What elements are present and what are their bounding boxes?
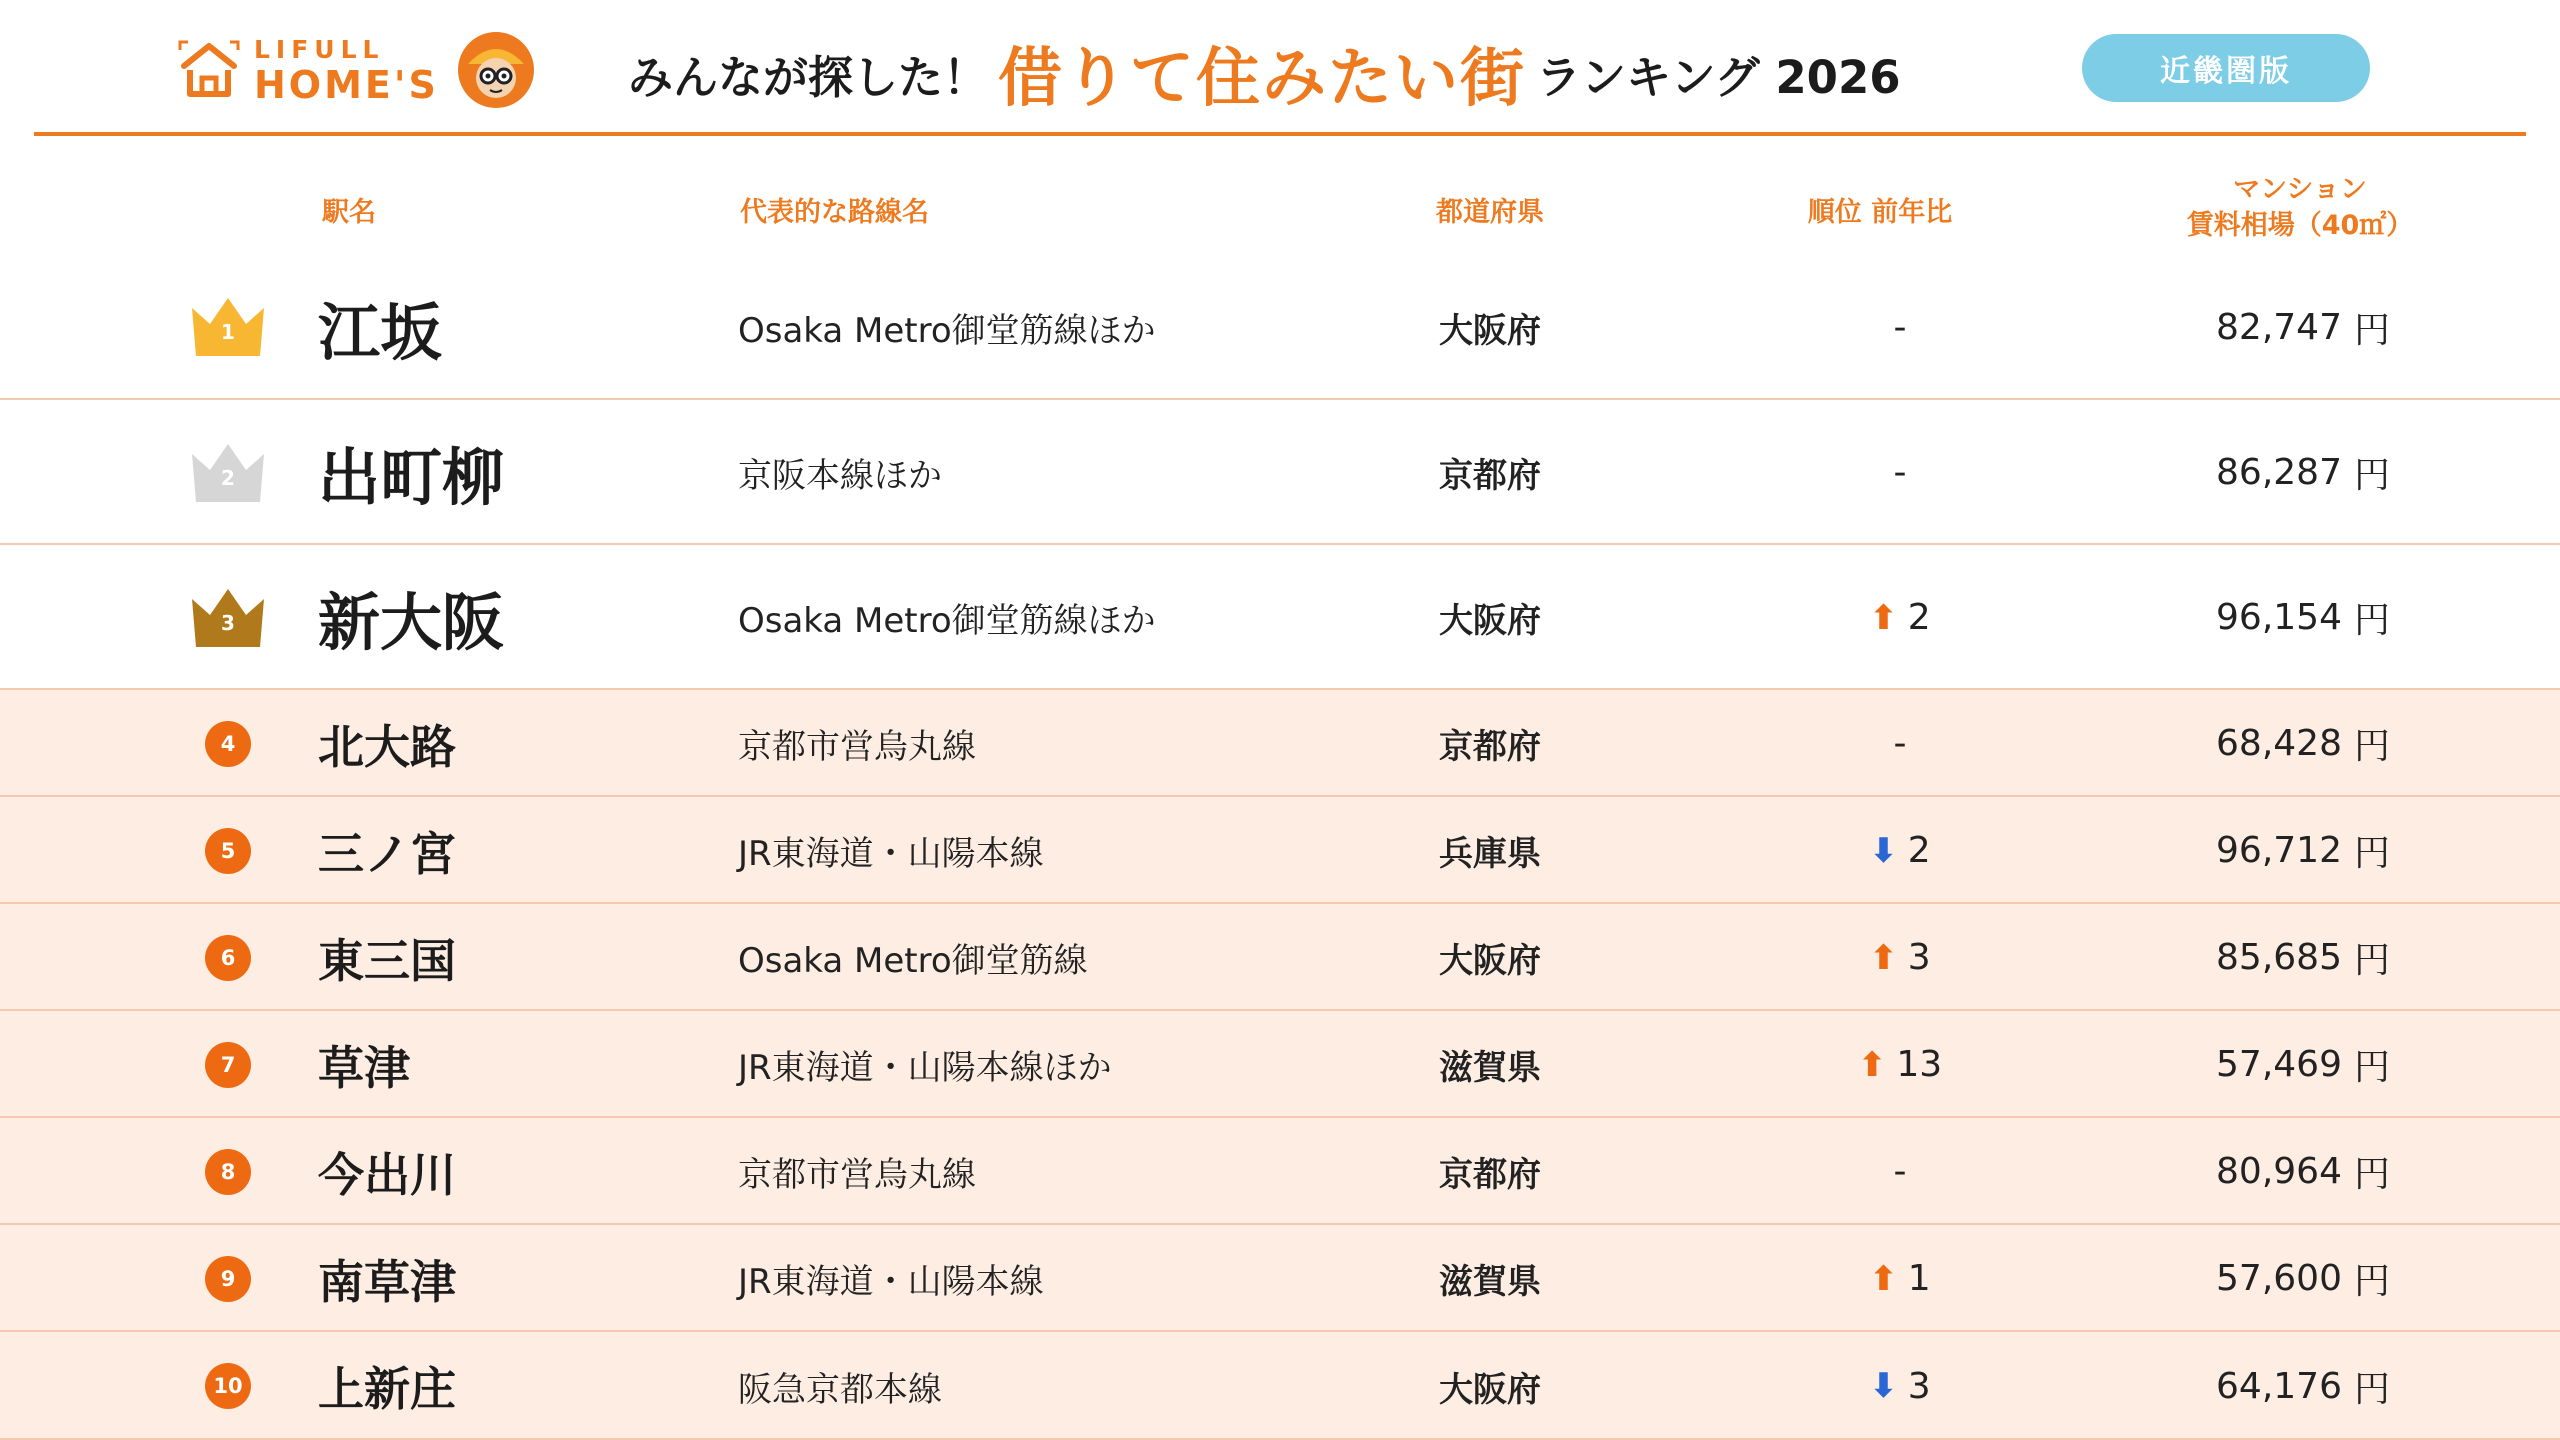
- rank-cell: [170, 1225, 286, 1332]
- rank-number: 8: [205, 1149, 251, 1195]
- line-name: Osaka Metro御堂筋線ほか: [738, 310, 1156, 351]
- rent-unit: 円: [2353, 1047, 2390, 1088]
- column-header-line: 代表的な路線名: [740, 197, 929, 228]
- rank-number: 4: [205, 721, 251, 767]
- station-name: 南草津: [318, 1254, 456, 1309]
- rank-number: 5: [205, 828, 251, 874]
- logo-big-text: HOME'S: [254, 62, 439, 107]
- column-header-rent-line2: 賃料相場（40㎡）: [2186, 210, 2414, 241]
- rank-cell: [170, 1011, 286, 1118]
- prefecture: 大阪府: [1439, 601, 1541, 641]
- line-name: JR東海道・山陽本線ほか: [738, 1048, 1112, 1088]
- arrow-up-icon: ⬆: [1869, 597, 1898, 638]
- rent-price: [2140, 400, 2390, 545]
- rank-change-value: -: [1893, 452, 1907, 493]
- table-row[interactable]: [0, 690, 2560, 797]
- prefecture: 兵庫県: [1439, 834, 1541, 874]
- rank-change: [1820, 545, 1980, 690]
- rent-value: 68,428: [2216, 723, 2342, 764]
- rent-value: 57,600: [2216, 1258, 2342, 1299]
- column-header-prefecture: 都道府県: [1436, 197, 1544, 228]
- arrow-up-icon: ⬆: [1869, 937, 1898, 978]
- rank-number: 6: [205, 935, 251, 981]
- column-header-rent-line1: マンション: [2233, 174, 2367, 205]
- page-title: [628, 28, 1901, 118]
- arrow-down-icon: ⬇: [1869, 830, 1898, 871]
- table-row[interactable]: [0, 1225, 2560, 1332]
- mascot-icon: [456, 30, 536, 110]
- table-row[interactable]: [0, 904, 2560, 1011]
- rent-price: [2140, 254, 2390, 400]
- rank-change: [1820, 1118, 1980, 1225]
- rent-price: [2140, 1332, 2390, 1440]
- rent-value: 82,747: [2216, 306, 2342, 348]
- rank-change: [1820, 690, 1980, 797]
- rank-change: [1820, 1332, 1980, 1440]
- header: [0, 0, 2560, 136]
- rank-cell: [170, 545, 286, 690]
- rank-change: [1820, 1225, 1980, 1332]
- prefecture: 京都府: [1439, 456, 1541, 496]
- rent-unit: 円: [2353, 726, 2390, 767]
- rank-change-value: 13: [1896, 1044, 1943, 1085]
- rent-unit: 円: [2353, 1368, 2390, 1410]
- line-name: 京都市営烏丸線: [738, 727, 976, 767]
- rent-value: 85,685: [2216, 937, 2342, 978]
- rank-cell: [170, 690, 286, 797]
- rent-price: [2140, 797, 2390, 904]
- column-header-rent: [2160, 172, 2440, 244]
- rent-price: [2140, 1011, 2390, 1118]
- rank-number: 1: [221, 320, 235, 344]
- rank-number: 2: [221, 465, 235, 490]
- table-row[interactable]: [0, 1332, 2560, 1440]
- column-header-station: 駅名: [322, 197, 376, 228]
- line-name: Osaka Metro御堂筋線: [738, 941, 1088, 981]
- line-name: JR東海道・山陽本線: [738, 834, 1044, 874]
- rent-price: [2140, 1118, 2390, 1225]
- station-name: 三ノ宮: [318, 826, 456, 881]
- column-header-change: 順位 前年比: [1807, 197, 1953, 228]
- table-row[interactable]: [0, 1118, 2560, 1225]
- line-name: JR東海道・山陽本線: [738, 1262, 1044, 1302]
- rank-cell: [170, 1118, 286, 1225]
- rank-cell: [170, 1332, 286, 1440]
- rank-number: 7: [205, 1042, 251, 1088]
- rank-cell: [170, 797, 286, 904]
- lifull-homes-logo[interactable]: [178, 30, 439, 110]
- header-divider: [34, 132, 2526, 136]
- table-row[interactable]: [0, 400, 2560, 545]
- rank-change-value: -: [1893, 306, 1907, 348]
- rent-unit: 円: [2353, 1154, 2390, 1195]
- logo-small-text: LIFULL: [254, 34, 385, 64]
- table-row[interactable]: [0, 797, 2560, 904]
- prefecture: 滋賀県: [1439, 1048, 1541, 1088]
- line-name: 京阪本線ほか: [738, 456, 942, 496]
- rent-value: 86,287: [2216, 452, 2342, 493]
- rent-price: [2140, 904, 2390, 1011]
- rank-change-value: 1: [1907, 1258, 1931, 1299]
- rank-change-value: -: [1893, 1151, 1907, 1192]
- station-name: 上新庄: [318, 1362, 456, 1416]
- rank-change-value: 3: [1907, 1365, 1931, 1407]
- table-row[interactable]: [0, 254, 2560, 400]
- prefecture: 京都府: [1439, 727, 1541, 767]
- rent-price: [2140, 1225, 2390, 1332]
- line-name: Osaka Metro御堂筋線ほか: [738, 601, 1156, 641]
- crown-icon: [188, 585, 268, 651]
- house-icon: [178, 40, 240, 100]
- crown-icon: [188, 440, 268, 506]
- arrow-down-icon: ⬇: [1869, 1366, 1898, 1406]
- line-name: 京都市営烏丸線: [738, 1155, 976, 1195]
- prefecture: 大阪府: [1439, 310, 1541, 351]
- rent-value: 96,154: [2216, 597, 2342, 638]
- station-name: 江坂: [318, 295, 443, 369]
- arrow-up-icon: ⬆: [1857, 1044, 1887, 1085]
- rank-change-value: 2: [1907, 597, 1931, 638]
- prefecture: 京都府: [1439, 1155, 1541, 1195]
- rent-unit: 円: [2353, 1261, 2390, 1302]
- rank-number: 10: [205, 1363, 251, 1409]
- rent-value: 96,712: [2216, 830, 2342, 871]
- arrow-up-icon: ⬆: [1869, 1258, 1898, 1299]
- rank-change-value: 3: [1907, 937, 1931, 978]
- region-badge[interactable]: 近畿圏版: [2082, 34, 2370, 102]
- rank-change-value: -: [1893, 723, 1907, 764]
- title-suffix: ランキング 2026: [1536, 50, 1901, 104]
- rank-change: [1820, 1011, 1980, 1118]
- prefecture: 大阪府: [1439, 941, 1541, 981]
- rent-value: 64,176: [2216, 1365, 2342, 1407]
- station-name: 草津: [318, 1040, 410, 1095]
- rank-change-value: 2: [1907, 830, 1931, 871]
- station-name: 東三国: [318, 933, 456, 988]
- title-main: 借りて住みたい街: [998, 42, 1527, 116]
- rent-unit: 円: [2353, 940, 2390, 981]
- rent-unit: 円: [2353, 600, 2390, 641]
- rent-price: [2140, 545, 2390, 690]
- rank-number: 3: [221, 610, 235, 635]
- rank-number: 9: [205, 1256, 251, 1302]
- rank-change: [1820, 904, 1980, 1011]
- station-name: 北大路: [318, 719, 456, 774]
- rank-cell: [170, 254, 286, 400]
- line-name: 阪急京都本線: [738, 1369, 942, 1410]
- rank-change: [1820, 254, 1980, 400]
- prefecture: 滋賀県: [1439, 1262, 1541, 1302]
- rent-value: 57,469: [2216, 1044, 2342, 1085]
- table-row[interactable]: [0, 1011, 2560, 1118]
- rank-cell: [170, 400, 286, 545]
- station-name: 新大阪: [318, 586, 505, 659]
- rank-change: [1820, 797, 1980, 904]
- rent-value: 80,964: [2216, 1151, 2342, 1192]
- rent-unit: 円: [2353, 833, 2390, 874]
- station-name: 今出川: [318, 1147, 456, 1202]
- table-row[interactable]: [0, 545, 2560, 690]
- rent-unit: 円: [2353, 455, 2390, 496]
- rent-price: [2140, 690, 2390, 797]
- title-prefix: みんなが探した！: [628, 50, 989, 104]
- crown-icon: [188, 294, 268, 360]
- station-name: 出町柳: [318, 441, 505, 514]
- prefecture: 大阪府: [1439, 1369, 1541, 1410]
- rank-cell: [170, 904, 286, 1011]
- rent-unit: 円: [2353, 309, 2390, 351]
- rank-change: [1820, 400, 1980, 545]
